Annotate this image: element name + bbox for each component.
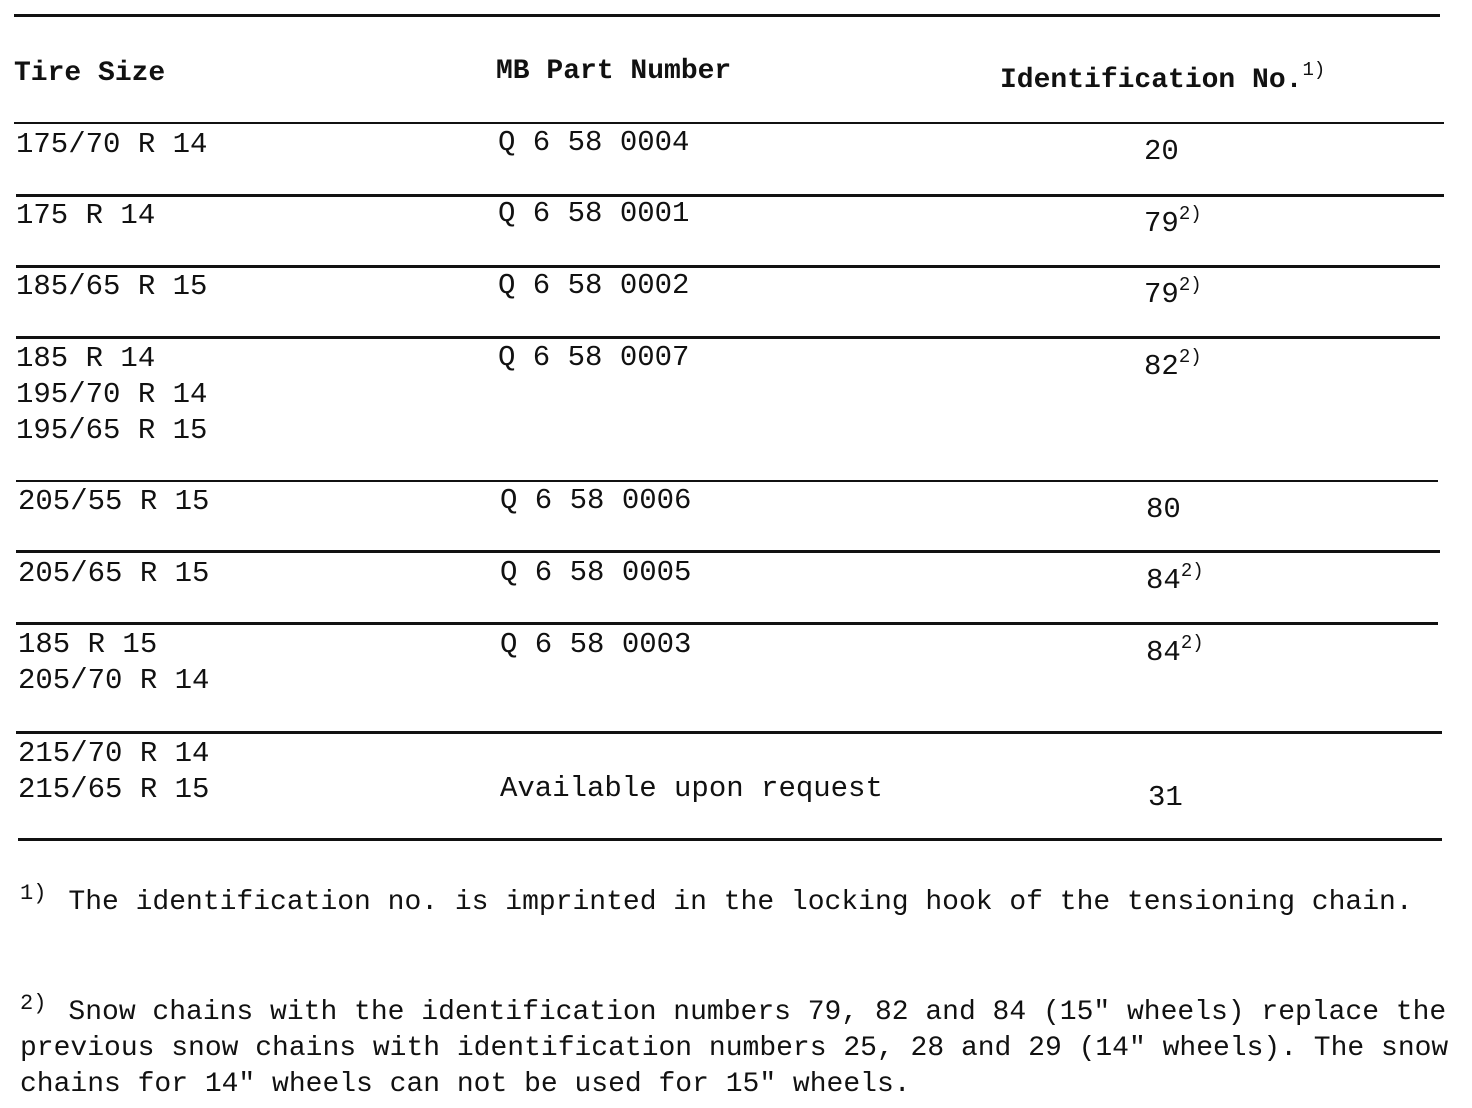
identification-cell bbox=[1146, 482, 1181, 528]
footnote-2 bbox=[20, 986, 1450, 1103]
header-identification-label: Identification No. bbox=[1000, 65, 1303, 96]
tire-size-cell: 185 R 15 bbox=[18, 628, 158, 661]
tire-size-cell: 185/65 R 15 bbox=[16, 270, 208, 303]
identification-cell bbox=[1144, 196, 1202, 242]
tire-size-cell: 185 R 14 bbox=[16, 342, 156, 375]
identification-value: 80 bbox=[1146, 493, 1181, 526]
tire-size-cell: 205/70 R 14 bbox=[18, 664, 210, 697]
part-number-cell: Q 6 58 0005 bbox=[500, 556, 692, 589]
identification-value: 82 bbox=[1144, 350, 1179, 383]
footnote-marker: 2) bbox=[1178, 274, 1202, 296]
footnote-2-text: Snow chains with the identification numbers 79, 82 and 84 (15" wheels) replace the previous snow chains with identification numbers 25, 28 and 29 (14" wheels). The snow chains for 14" wheels can not be used for 15" wheels. bbox=[20, 997, 1449, 1100]
identification-value: 79 bbox=[1144, 278, 1179, 311]
tire-size-cell: 215/65 R 15 bbox=[18, 773, 210, 806]
tire-size-cell: 195/70 R 14 bbox=[16, 378, 208, 411]
part-number-cell: Q 6 58 0006 bbox=[500, 484, 692, 517]
part-number-cell: Q 6 58 0002 bbox=[498, 269, 690, 302]
part-number-cell: Q 6 58 0001 bbox=[498, 197, 690, 230]
part-number-cell: Q 6 58 0004 bbox=[498, 126, 690, 159]
row-rule bbox=[16, 265, 1440, 268]
footnote-1 bbox=[20, 876, 1450, 921]
header-part-number: MB Part Number bbox=[496, 56, 732, 87]
identification-value: 20 bbox=[1144, 135, 1179, 168]
identification-cell bbox=[1146, 625, 1204, 671]
header-rule bbox=[14, 122, 1444, 124]
footnote-marker: 2) bbox=[1178, 203, 1202, 225]
tire-size-cell: 205/55 R 15 bbox=[18, 485, 210, 518]
identification-value: 31 bbox=[1148, 781, 1183, 814]
table-top-rule bbox=[14, 14, 1440, 17]
tire-size-cell: 175/70 R 14 bbox=[16, 128, 208, 161]
row-rule bbox=[16, 480, 1438, 482]
identification-value: 84 bbox=[1146, 564, 1181, 597]
footnote-marker: 2) bbox=[1178, 346, 1202, 368]
footnote-marker: 2) bbox=[1180, 560, 1204, 582]
footnote-2-marker: 2) bbox=[20, 991, 47, 1016]
footnote-marker: 2) bbox=[1180, 632, 1204, 654]
row-rule bbox=[16, 731, 1442, 734]
row-rule bbox=[16, 622, 1438, 625]
table-bottom-rule bbox=[18, 838, 1442, 841]
identification-cell bbox=[1148, 770, 1183, 816]
identification-value: 79 bbox=[1144, 207, 1179, 240]
identification-cell bbox=[1144, 124, 1179, 170]
footnote-1-text: The identification no. is imprinted in the locking hook of the tensioning chain. bbox=[68, 887, 1413, 918]
part-number-cell: Q 6 58 0007 bbox=[498, 341, 690, 374]
tire-size-cell: 215/70 R 14 bbox=[18, 737, 210, 770]
tire-size-cell: 175 R 14 bbox=[16, 199, 156, 232]
row-rule bbox=[16, 194, 1444, 197]
header-identification bbox=[1000, 52, 1325, 99]
identification-cell bbox=[1144, 267, 1202, 313]
header-footnote-marker: 1) bbox=[1302, 59, 1326, 81]
footnote-1-marker: 1) bbox=[20, 881, 47, 906]
part-number-cell: Q 6 58 0003 bbox=[500, 628, 692, 661]
tire-size-cell: 195/65 R 15 bbox=[16, 414, 208, 447]
part-number-cell: Available upon request bbox=[500, 772, 883, 805]
identification-cell bbox=[1146, 553, 1204, 599]
tire-size-cell: 205/65 R 15 bbox=[18, 557, 210, 590]
header-tire-size: Tire Size bbox=[14, 58, 166, 89]
row-rule bbox=[16, 550, 1440, 553]
identification-cell bbox=[1144, 339, 1202, 385]
row-rule bbox=[16, 336, 1440, 339]
identification-value: 84 bbox=[1146, 636, 1181, 669]
